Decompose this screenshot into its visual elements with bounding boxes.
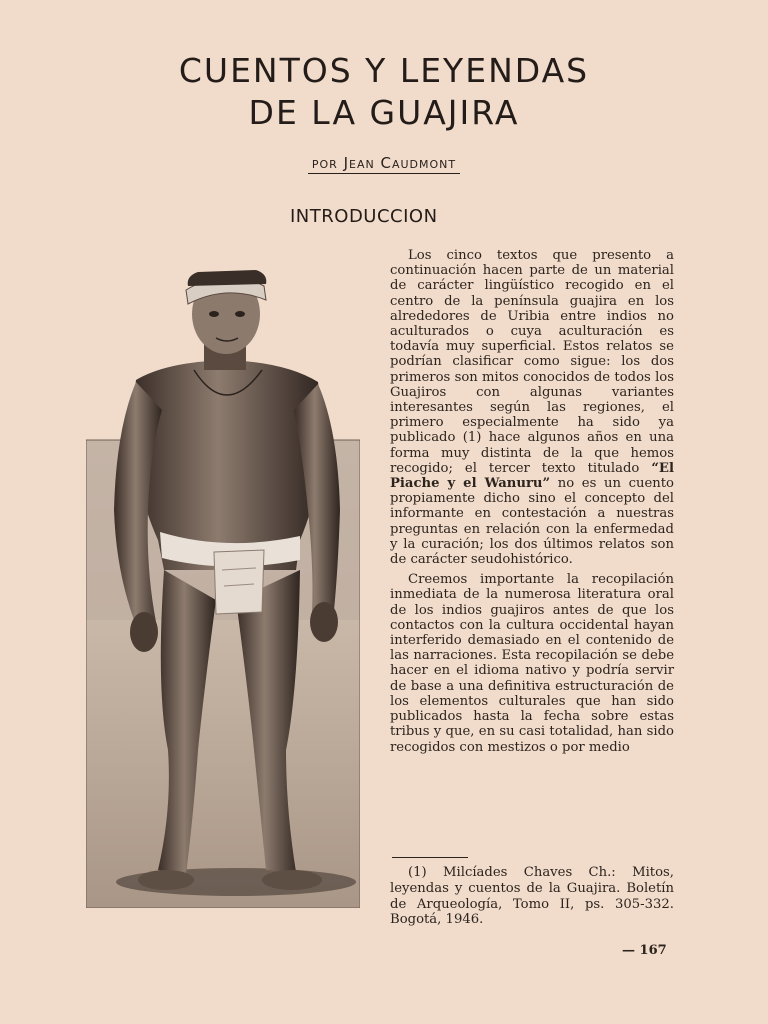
intro-paragraph-2: Creemos importante la recopilación inmediata de la numerosa literatura oral de los indios guajiros antes de que los contactos con la cultura occidental hayan interferido demasiado en el contenido de las narraciones. Esta recopilación se debe hacer en el idioma nativo y podría servir de base a una definitiva estructuración de los elementos culturales que han sido publicados hasta la fecha sobre estas tribus y que, en su casi totalidad, han sido recogidos con mestizos o por medio [390, 572, 674, 755]
page-number: — 167 [622, 943, 667, 958]
title-line-1: CUENTOS Y LEYENDAS [178, 51, 590, 90]
paragraph-1-text-a: Los cinco textos que presento a continuación hacen parte de un material de carácter lingüístico recogido en el centro de la península guajira en los alrededores de Uribia entre indios no aculturados o cuya aculturación es todavía muy superficial. Estos relatos se podrían clasificar como sigue: los dos primeros son mitos conocidos de todos los Guajiros con algunas variantes interesantes según las regiones, el primero especialmente ha sido ya publicado (1) hace algunos años en una forma muy distinta de la que hemos recogido; el tercer texto titulado [390, 248, 674, 476]
section-heading: INTRODUCCION [290, 206, 438, 227]
portrait-photo [86, 270, 360, 908]
article-title [0, 50, 768, 134]
paragraph-1-text-b: no es un cuento propiamente dicho sino el concepto del informante en contestación a nuestras preguntas en relación con la enfermedad y la curación; los dos últimos relatos son de carácter seudohistórico. [390, 476, 674, 568]
intro-paragraph-1 [390, 248, 674, 567]
footnote: (1) Milcíades Chaves Ch.: Mitos, leyendas y cuentos de la Guajira. Boletín de Arqueología, Tomo II, ps. 305-332. Bogotá, 1946. [390, 865, 674, 928]
author-byline [0, 154, 768, 174]
author-name: por Jean Caudmont [308, 154, 460, 174]
footnote-divider [392, 857, 468, 858]
intro-text-column [390, 248, 674, 755]
title-line-2: DE LA GUAJIRA [248, 93, 520, 132]
man-standing-illustration [86, 270, 360, 908]
story-title-bold: “El Piache y el Wanuru” [390, 460, 674, 492]
